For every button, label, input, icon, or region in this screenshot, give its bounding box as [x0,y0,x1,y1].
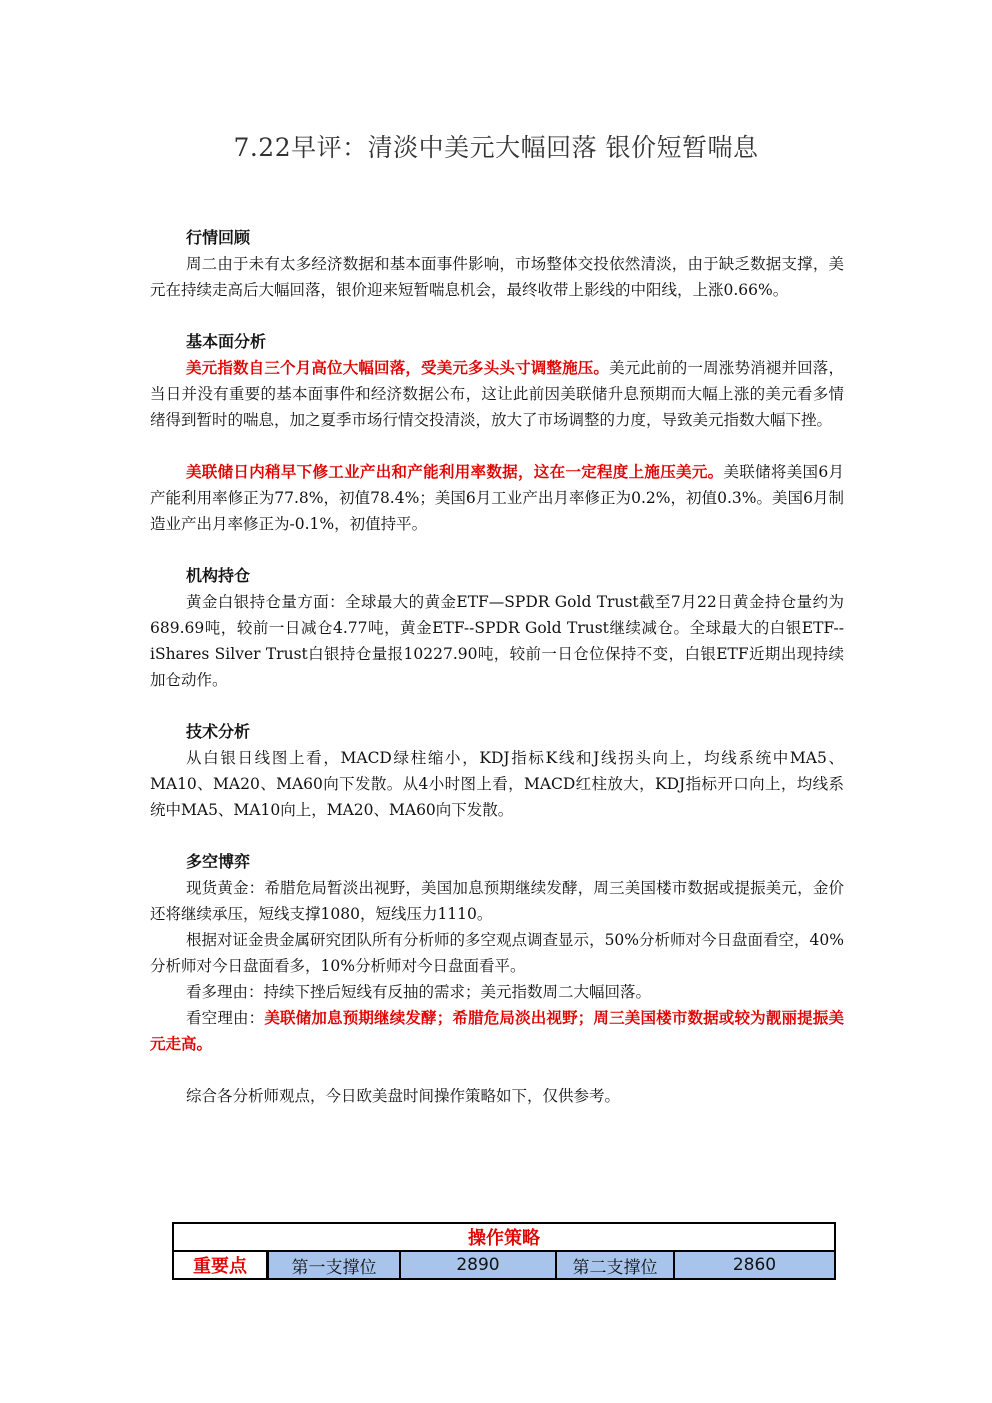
technical-paragraph: 从白银日线图上看，MACD绿柱缩小，KDJ指标K线和J线拐头向上，均线系统中MA5、MA10、MA20、MA60向下发散。从4小时图上看，MACD红柱放大，KDJ指标开口向上，均线系统中MA5、MA10向上，MA20、MA60向下发散。 [150,749,844,819]
section-heading-bullbear: 多空博弈 [186,852,251,871]
fundamental-text-1: 美元此前的一周涨势消褪并回落，当日并没有重要的基本面事件和经济数据公布，这让此前因美联储升息预期而大幅上涨的美元看多情绪得到暂时的喘息，加之夏季市场行情交投清淡，放大了市场调整的力度，导致美元指数大幅下挫。 [150,359,844,429]
support1-label: 第一支撑位 [268,1251,401,1279]
fundamental-highlight-2: 美联储日内稍早下修工业产出和产能利用率数据，这在一定程度上施压美元。 [186,463,724,481]
strategy-table [172,1222,836,1280]
fundamental-highlight-1: 美元指数自三个月高位大幅回落，受美元多头头寸调整施压。 [186,359,610,377]
section-heading-positions: 机构持仓 [186,566,251,585]
strategy-header: 操作策略 [173,1223,835,1251]
support1-value: 2890 [400,1251,556,1279]
document-title: 7.22早评：清淡中美元大幅回落 银价短暂喘息 [233,133,759,162]
bearish-reason-highlight: 美联储加息预期继续发酵；希腊危局淡出视野；周三美国楼市数据或较为靓丽提振美元走高。 [150,1009,844,1053]
key-point-label: 重要点 [173,1251,268,1279]
bullbear-paragraph-1: 现货黄金：希腊危局暂淡出视野，美国加息预期继续发酵，周三美国楼市数据或提振美元，金价还将继续承压，短线支撑1080，短线压力1110。 [150,879,844,923]
review-paragraph: 周二由于未有太多经济数据和基本面事件影响，市场整体交投依然清淡，由于缺乏数据支撑，美元在持续走高后大幅回落，银价迎来短暂喘息机会，最终收带上影线的中阳线，上涨0.66%。 [150,255,844,299]
fundamental-text-2: 美联储将美国6月产能利用率修正为77.8%，初值78.4%；美国6月工业产出月率修正为0.2%，初值0.3%。美国6月制造业产出月率修正为-0.1%，初值持平。 [150,463,844,533]
document-body [150,225,844,1109]
section-heading-technical: 技术分析 [186,722,251,741]
bullbear-paragraph-4 [150,1005,844,1057]
summary-paragraph: 综合各分析师观点，今日欧美盘时间操作策略如下，仅供参考。 [186,1087,621,1105]
strategy-data-row [173,1251,835,1279]
bullbear-paragraph-3: 看多理由：持续下挫后短线有反抽的需求；美元指数周二大幅回落。 [186,983,652,1001]
bearish-reason-label: 看空理由： [186,1009,265,1027]
section-heading-fundamental: 基本面分析 [186,332,267,351]
positions-paragraph: 黄金白银持仓量方面：全球最大的黄金ETF—SPDR Gold Trust截至7月22日黄金持仓量约为689.69吨，较前一日减仓4.77吨，黄金ETF--SPDR Gold Trust继续减仓。全球最大的白银ETF--iShares Silver Trust白银持仓量报10227.90吨，较前一日仓位保持不变，白银ETF近期出现持续加仓动作。 [150,593,844,689]
support2-value: 2860 [674,1251,835,1279]
fundamental-paragraph-1 [150,355,844,433]
bullbear-paragraph-2: 根据对证金贵金属研究团队所有分析师的多空观点调查显示，50%分析师对今日盘面看空，40%分析师对今日盘面看多，10%分析师对今日盘面看平。 [150,931,844,975]
support2-label: 第二支撑位 [556,1251,674,1279]
strategy-header-row [173,1223,835,1251]
fundamental-paragraph-2 [150,459,844,537]
section-heading-review: 行情回顾 [186,228,251,247]
